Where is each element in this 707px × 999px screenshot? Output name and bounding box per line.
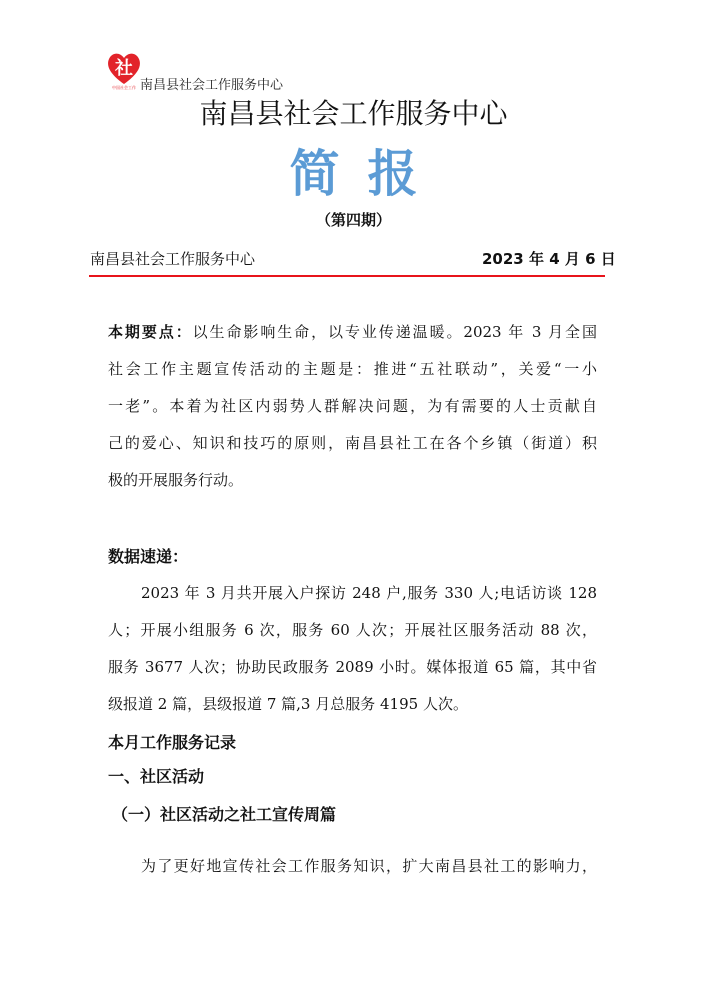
logo-glyph: 社 — [115, 58, 133, 79]
brief-title: 简报 — [289, 144, 446, 203]
data-line: 级报道 2 篇，县级报道 7 篇,3 月总服务 4195 人次。 — [108, 695, 468, 713]
data-line: 2023 年 3 月共开展入户探访 248 户,服务 330 人;电话访谈 128 — [141, 584, 597, 602]
subsection-heading: （一）社区活动之社工宣传周篇 — [112, 805, 337, 824]
section-heading: 一、社区活动 — [108, 767, 205, 786]
records-heading: 本月工作服务记录 — [108, 733, 237, 752]
header-org-name: 南昌县社会工作服务中心 — [90, 250, 256, 268]
highlights-line: 社会工作主题宣传活动的主题是：推进“五社联动”，关爱“一小 — [108, 360, 597, 378]
issue-number: （第四期） — [315, 211, 391, 229]
highlights-text: 以生命影响生命，以专业传递温暖。2023 年 3 月全国 — [192, 323, 597, 341]
logo-caption: 中国社会工作 — [112, 85, 136, 90]
org-title: 南昌县社会工作服务中心 — [199, 97, 508, 130]
highlights-label: 本期要点： — [108, 323, 193, 341]
paragraph-line: 为了更好地宣传社会工作服务知识，扩大南昌县社工的影响力， — [141, 857, 597, 875]
highlights-line — [108, 322, 597, 342]
header-date: 2023 年 4 月 6 日 — [482, 250, 616, 268]
highlights-line: 极的开展服务行动。 — [108, 471, 244, 489]
data-heading: 数据速递： — [108, 547, 189, 566]
logo-icon — [106, 50, 142, 90]
data-line: 服务 3677 人次；协助民政服务 2089 小时。媒体报道 65 篇，其中省 — [108, 658, 597, 676]
logo-label: 南昌县社会工作服务中心 — [140, 78, 284, 93]
highlights-line: 一老”。本着为社区内弱势人群解决问题，为有需要的人士贡献自 — [108, 397, 597, 415]
highlights-line: 己的爱心、知识和技巧的原则，南昌县社工在各个乡镇（街道）积 — [108, 434, 597, 452]
data-line: 人；开展小组服务 6 次，服务 60 人次；开展社区服务活动 88 次， — [108, 621, 597, 639]
header-divider — [89, 275, 605, 277]
